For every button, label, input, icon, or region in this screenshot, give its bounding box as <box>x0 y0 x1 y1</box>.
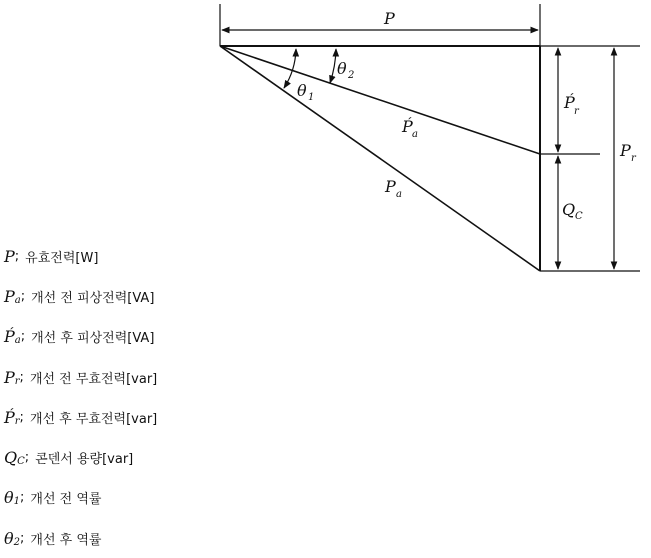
legend-symbol: θ <box>4 488 14 508</box>
p-label: P <box>384 9 395 28</box>
legend-description: 개선 전 역률 <box>30 492 102 508</box>
legend-description: 개선 후 역률 <box>30 532 102 548</box>
pa-sub-label: a <box>396 189 402 200</box>
theta1-label: θ <box>297 81 307 100</box>
symbol-legend <box>4 236 304 558</box>
pr-prime-sub-label: r <box>574 106 579 117</box>
legend-item-theta1 <box>4 478 304 518</box>
legend-symbol: Ṕ <box>4 327 15 347</box>
legend-description: 개선 후 피상전력[VA] <box>31 331 155 347</box>
legend-separator: ; <box>20 530 25 546</box>
legend-description: 개선 전 피상전력[VA] <box>31 290 155 306</box>
legend-symbol-sub: r <box>14 375 20 387</box>
legend-symbol-sub: 2 <box>13 536 21 548</box>
pr-prime-label: Ṕ <box>564 93 575 112</box>
legend-separator: ; <box>20 329 26 345</box>
legend-item-pr <box>4 357 304 397</box>
qc-sub-label: C <box>575 211 583 222</box>
legend-item-pr-prime <box>4 397 304 437</box>
legend-item-pa-prime <box>4 317 304 357</box>
legend-separator: ; <box>20 490 25 506</box>
legend-separator: ; <box>24 450 30 466</box>
legend-symbol-sub: r <box>14 415 20 427</box>
legend-separator: ; <box>19 409 24 425</box>
pa-prime-sub-label: a <box>412 129 418 140</box>
legend-separator: ; <box>19 369 24 385</box>
pa-prime-hypotenuse <box>220 46 540 154</box>
legend-symbol-sub: a <box>14 335 21 347</box>
legend-separator: ; <box>14 248 20 264</box>
legend-item-qc <box>4 437 304 477</box>
legend-description: 개선 후 무효전력[var] <box>29 411 158 427</box>
legend-symbol-sub: 1 <box>13 496 21 508</box>
legend-symbol-sub: a <box>14 294 21 306</box>
legend-symbol: P <box>4 367 15 387</box>
legend-item-p <box>4 236 304 276</box>
legend-separator: ; <box>20 288 26 304</box>
theta2-arc <box>330 49 336 83</box>
legend-description: 개선 전 무효전력[var] <box>29 371 158 387</box>
pr-sub-label: r <box>631 153 636 164</box>
qc-label: Q <box>562 200 576 219</box>
legend-symbol: P <box>4 286 15 306</box>
pr-label: P <box>620 141 631 160</box>
legend-symbol: P <box>4 246 15 266</box>
theta2-sub-label: 2 <box>348 70 355 81</box>
legend-symbol-sub: C <box>17 456 25 468</box>
legend-item-theta2 <box>4 518 304 558</box>
legend-symbol: θ <box>4 528 14 548</box>
pa-label: P <box>385 177 396 196</box>
legend-item-pa <box>4 276 304 316</box>
legend-description: 유효전력[W] <box>25 250 99 266</box>
legend-symbol: Ṕ <box>4 407 15 427</box>
pa-prime-label: Ṕ <box>402 117 413 136</box>
legend-description: 콘덴서 용량[var] <box>35 452 134 468</box>
theta2-label: θ <box>337 59 347 78</box>
legend-symbol: Q <box>4 448 18 468</box>
theta1-sub-label: 1 <box>308 92 315 103</box>
